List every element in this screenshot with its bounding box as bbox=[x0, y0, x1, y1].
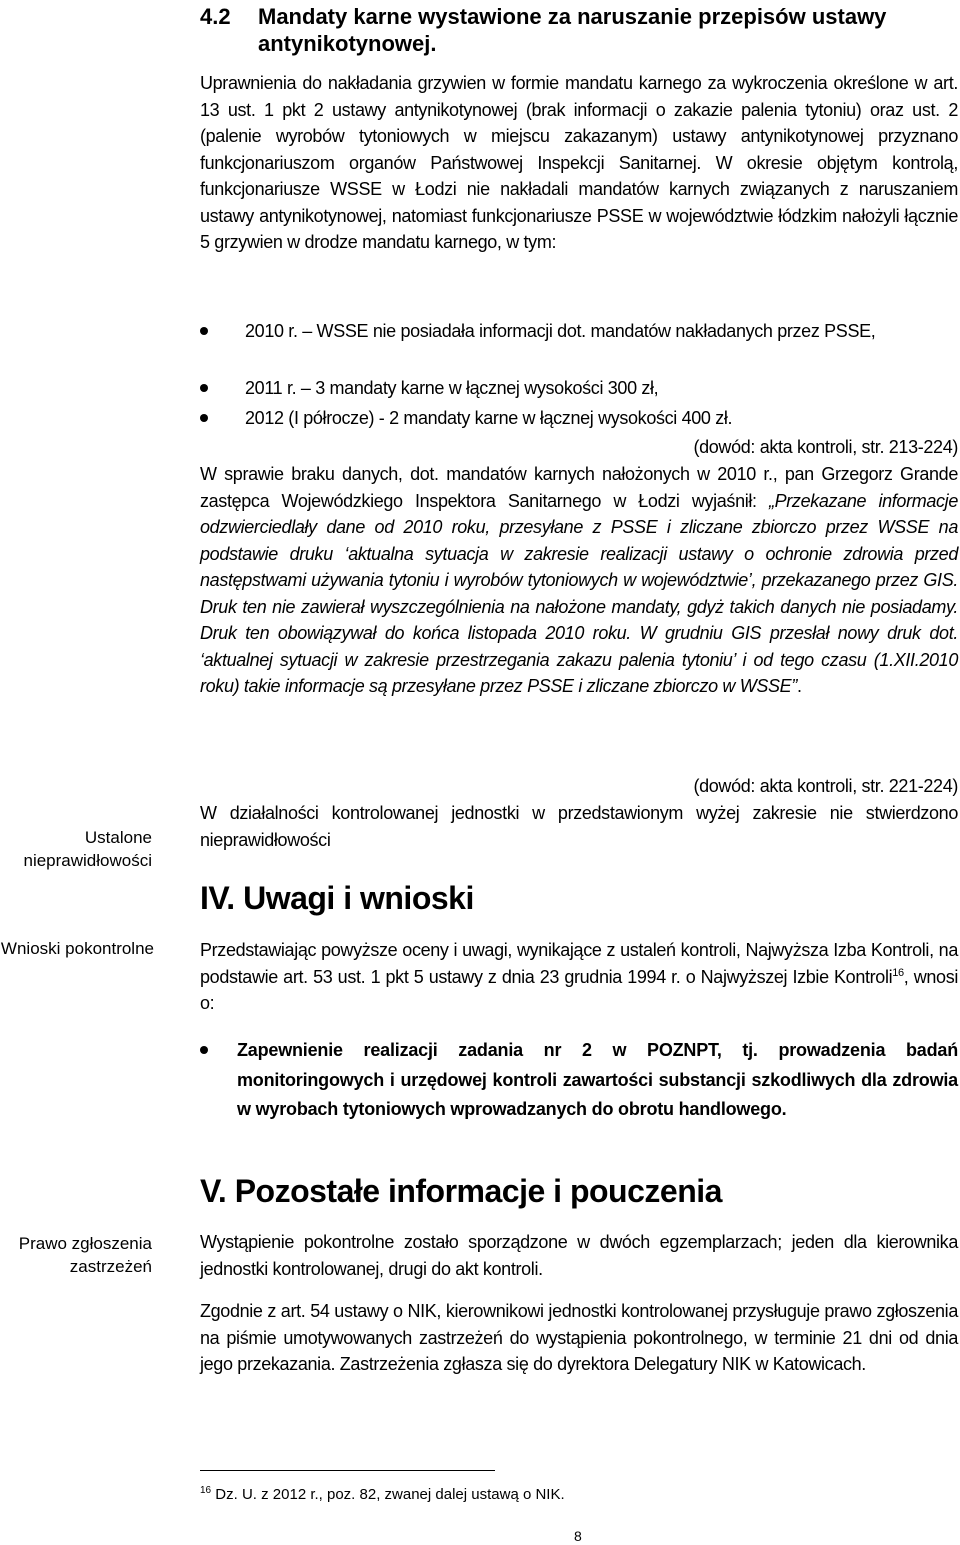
paragraph-text: Przedstawiając powyższe oceny i uwagi, wynikające z ustaleń kontroli, Najwyższa Izba Kontroli, na podstawie art. 53 ust. 1 pkt 5 ustawy z dnia 23 grudnia 1994 r. o Najwyższej Izbie Kontroli bbox=[200, 940, 958, 987]
footnote-divider bbox=[200, 1470, 495, 1471]
quote-text: „Przekazane informacje odzwierciedlały dane od 2010 roku, przesyłane z PSSE i zliczane zbiorczo przez WSSE na podstawie druku ‘aktualna sytuacja w zakresie realizacji ustawy o ochronie zdrowia przed następstwami używania tytoniu i wyrobów tytoniowych w województwie’, przekazanego przez GIS. Druk ten nie zawierał wyszczególnienia na nałożone mandaty, gdyż takich danych nie posiadamy. Druk ten obowiązywał do końca listopada 2010 roku. W grudniu GIS przesłał nowy druk dot. ‘aktualnej sytuacji w zakresie przestrzegania zakazu palenia tytoniu’ i od tego czasu (1.XII.2010 roku) takie informacje są przesyłane przez PSSE i zliczane zbiorczo w WSSE” bbox=[200, 490, 958, 696]
evidence-ref-2: (dowód: akta kontroli, str. 221-224) bbox=[693, 776, 958, 796]
section-heading-iv: IV. Uwagi i wnioski bbox=[200, 880, 474, 916]
footnote-number: 16 bbox=[200, 1485, 212, 1496]
bullet-icon bbox=[200, 384, 208, 392]
sidebar-label-prawo: Prawo zgłoszenia zastrzeżeń bbox=[18, 1234, 152, 1276]
paragraph-conclusion: W działalności kontrolowanej jednostki w przedstawionym wyżej zakresie nie stwierdzono nieprawidłowości bbox=[200, 803, 958, 850]
footnote-reference: 16 bbox=[892, 966, 904, 979]
list-item bbox=[200, 318, 958, 371]
list-item-text: Zapewnienie realizacji zadania nr 2 w POZNPT, tj. prowadzenia badań monitoringowych i urzędowej kontroli zawartości substancji szkodliwych dla zdrowia w wyrobach tytoniowych wprowadzanych do obrotu handlowego. bbox=[237, 1040, 958, 1119]
paragraph-wyjasnienie bbox=[200, 461, 958, 700]
section-number: 4.2 bbox=[200, 4, 231, 29]
list-item bbox=[200, 405, 958, 432]
paragraph-zgodnie: Zgodnie z art. 54 ustawy o NIK, kierownikowi jednostki kontrolowanej przysługuje prawo zgłoszenia na piśmie umotywowanych zastrzeżeń do wystąpienia pokontrolnego, w terminie 21 dni od dnia jego przekazania. Zastrzeżenia zgłasza się do dyrektora Delegatury NIK w Katowicach. bbox=[200, 1301, 958, 1374]
paragraph-wystapienie: Wystąpienie pokontrolne zostało sporządzone w dwóch egzemplarzach; jeden dla kierownika jednostki kontrolowanej, drugi do akt kontroli. bbox=[200, 1232, 958, 1279]
section-title: Mandaty karne wystawione za naruszanie przepisów ustawy antynikotynowej. bbox=[258, 4, 887, 56]
list-item-text: 2010 r. – WSSE nie posiadała informacji dot. mandatów nakładanych przez PSSE, bbox=[245, 321, 876, 341]
footnote-text: Dz. U. z 2012 r., poz. 82, zwanej dalej ustawą o NIK. bbox=[211, 1486, 565, 1503]
page-number: 8 bbox=[574, 1528, 582, 1544]
footnote bbox=[200, 1486, 565, 1503]
bullet-icon bbox=[200, 414, 208, 422]
bullet-icon bbox=[200, 1046, 208, 1054]
list-item-text: 2011 r. – 3 mandaty karne w łącznej wysokości 300 zł, bbox=[245, 378, 659, 398]
section-heading-4-2 bbox=[200, 3, 960, 56]
paragraph-przedstawiajac bbox=[200, 937, 958, 1017]
sidebar-label-wnioski: Wnioski pokontrolne bbox=[0, 939, 154, 958]
evidence-ref-1: (dowód: akta kontroli, str. 213-224) bbox=[693, 437, 958, 457]
paragraph-uprawnienia: Uprawnienia do nakładania grzywien w formie mandatu karnego za wykroczenia określone w art. 13 ust. 1 pkt 2 ustawy antynikotynowej (brak informacji o zakazie palenia tytoniu) oraz ust. 2 (palenie wyrobów tytoniowych w miejscu zakazanym) ustawy antynikotynowej przyznano funkcjonariuszom organów Państwowej Inspekcji Sanitarnej. W okresie objętym kontrolą, funkcjonariusze WSSE w Łodzi nie nakładali mandatów karnych związanych z naruszaniem ustawy antynikotynowej, natomiast funkcjonariusze PSSE w województwie łódzkim nałożyli łącznie 5 grzywien w drodze mandatu karnego, w tym: bbox=[200, 73, 958, 252]
sidebar-label-ustalone: Ustalone nieprawidłowości bbox=[23, 828, 152, 870]
paragraph-end: . bbox=[796, 676, 802, 696]
list-item bbox=[200, 375, 958, 402]
paragraph-intro: W sprawie braku danych, dot. mandatów karnych nałożonych w 2010 r., pan Grzegorz Grande zastępca Wojewódzkiego Inspektora Sanitarnego w Łodzi wyjaśnił: bbox=[200, 464, 958, 511]
paragraph-text-end: , wnosi o: bbox=[200, 966, 958, 1013]
list-item-text: 2012 (I półrocze) - 2 mandaty karne w łącznej wysokości 400 zł. bbox=[245, 408, 733, 428]
section-heading-v: V. Pozostałe informacje i pouczenia bbox=[200, 1173, 722, 1209]
bullet-icon bbox=[200, 327, 208, 335]
